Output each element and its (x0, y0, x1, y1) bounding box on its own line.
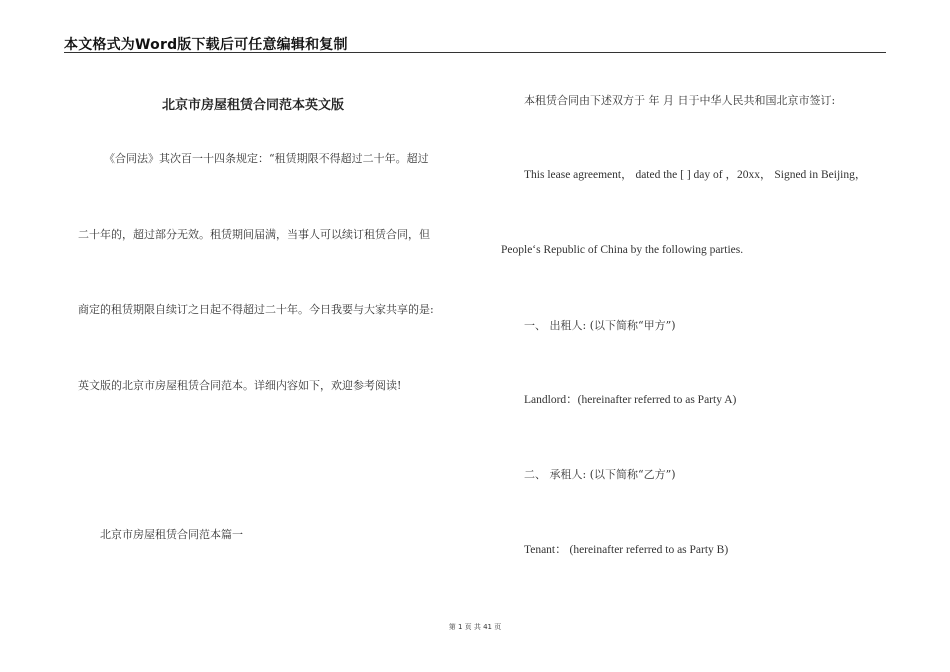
right-paragraph-line: People‘s Republic of China by the following parties. (501, 244, 744, 256)
document-header: 本文格式为Word版下载后可任意编辑和复制 (64, 37, 348, 53)
page-number-footer: 第 1 页 共 41 页 (448, 623, 502, 631)
right-paragraph-line: This lease agreement， dated the [ ] day of ，20xx， Signed in Beijing， (524, 169, 867, 181)
section-heading: 北京市房屋租赁合同范本篇一 (100, 528, 243, 541)
party-a-heading: 一、 出租人: (以下简称“甲方”) (524, 319, 676, 332)
party-b-heading: 二、 承租人: (以下简称“乙方”) (524, 468, 676, 481)
party-a-english: Landlord：(hereinafter referred to as Party A) (524, 394, 737, 406)
party-b-english: Tenant： (hereinafter referred to as Party B) (524, 544, 729, 556)
left-paragraph-line: 英文版的北京市房屋租赁合同范本。详细内容如下，欢迎参考阅读! (78, 379, 402, 392)
document-title: 北京市房屋租赁合同范本英文版 (162, 98, 345, 113)
header-divider (64, 52, 886, 53)
left-paragraph-line: 二十年的，超过部分无效。租赁期间届满，当事人可以续订租赁合同，但 (78, 228, 430, 241)
right-paragraph-line: 本租赁合同由下述双方于 年 月 日于中华人民共和国北京市签订: (524, 94, 836, 107)
left-paragraph-line: 商定的租赁期限自续订之日起不得超过二十年。今日我要与大家共享的是: (78, 303, 434, 316)
left-paragraph-line: 《合同法》其次百一十四条规定：“租赁期限不得超过二十年。超过 (104, 152, 429, 165)
